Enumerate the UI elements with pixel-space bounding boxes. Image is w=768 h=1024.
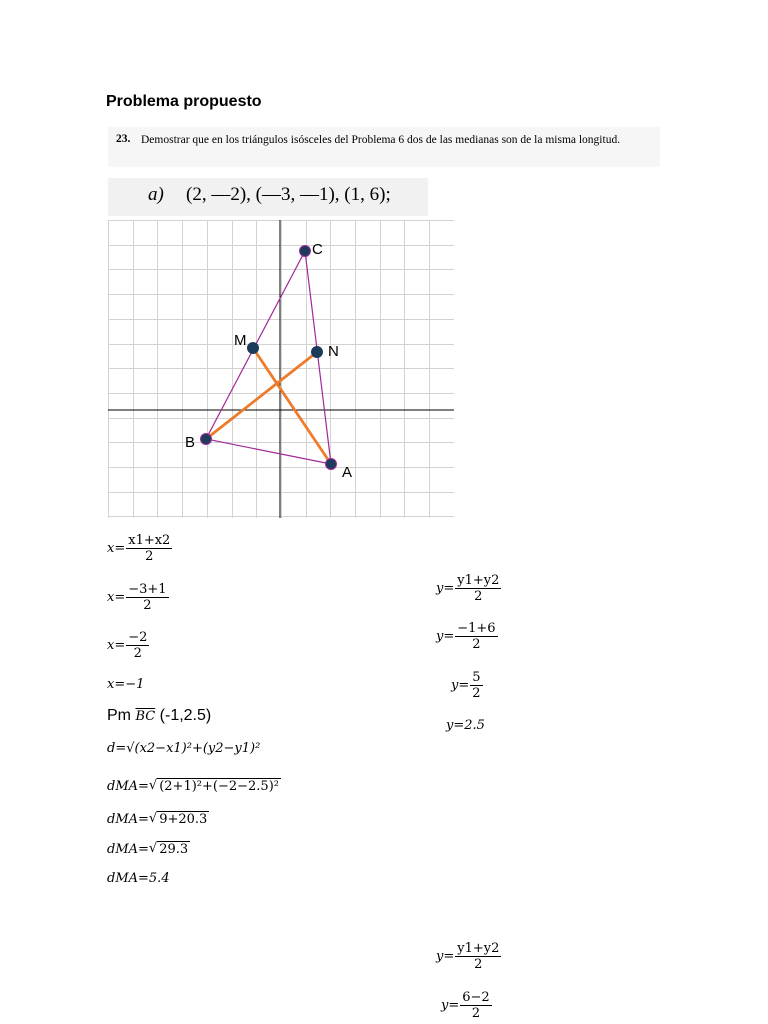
point-c: [300, 246, 311, 257]
subproblem-label: a): [148, 184, 164, 205]
problem-text: Demostrar que en los triángulos isósceles del Problema 6 dos de las medianas son de la misma longitud.: [141, 134, 621, 146]
label-m: M: [234, 332, 247, 349]
point-m: [248, 343, 259, 354]
formula-dma-sum: dMA= √ 9+20.3: [107, 811, 208, 827]
formula-y-substitution: y= $\frac{-1+6}{2}$: [436, 621, 496, 652]
formula-y-fraction: y= $\frac{5}{2}$: [451, 670, 481, 701]
label-n: N: [328, 343, 339, 360]
problem-statement: [108, 127, 660, 167]
point-n: [312, 347, 323, 358]
label-b: B: [185, 434, 196, 451]
formula-y2-substitution: y= $\frac{6-2}{2}$: [441, 990, 490, 1021]
point-a: [326, 459, 337, 470]
label-c: C: [312, 241, 323, 258]
subproblem-points: (2, —2), (—3, —1), (1, 6);: [186, 184, 391, 205]
label-a: A: [342, 464, 353, 481]
median-bn: [206, 352, 317, 439]
subproblem: [108, 178, 428, 216]
midpoint-bc: Pm $\overline{BC}$ (-1,2.5): [107, 707, 212, 724]
formula-x-midpoint: x= $\frac{x1+x2}{2}$: [107, 533, 171, 564]
formula-y2-midpoint: y= $\frac{y1+y2}{2}$: [436, 941, 500, 972]
formula-y-result: y=2.5: [446, 718, 485, 733]
formula-x-fraction: x= $\frac{-2}{2}$: [107, 630, 148, 661]
grid-lines: [108, 220, 454, 518]
page-title: Problema propuesto: [106, 93, 262, 110]
formula-distance: d=√(x2−x1)²+(y2−y1)²: [107, 741, 261, 756]
triangle-graph: [108, 220, 454, 518]
problem-number: 23.: [116, 133, 131, 145]
formula-dma-root: dMA= √ 29.3: [107, 841, 189, 857]
formula-x-substitution: x= $\frac{-3+1}{2}$: [107, 582, 167, 613]
formula-y-midpoint: y= $\frac{y1+y2}{2}$: [436, 573, 500, 604]
formula-dma-result: dMA=5.4: [107, 871, 170, 886]
formula-dma-substitution: dMA= √ (2+1)²+(−2−2.5)²: [107, 778, 279, 794]
point-b: [201, 434, 212, 445]
formula-x-result: x=−1: [107, 677, 145, 692]
